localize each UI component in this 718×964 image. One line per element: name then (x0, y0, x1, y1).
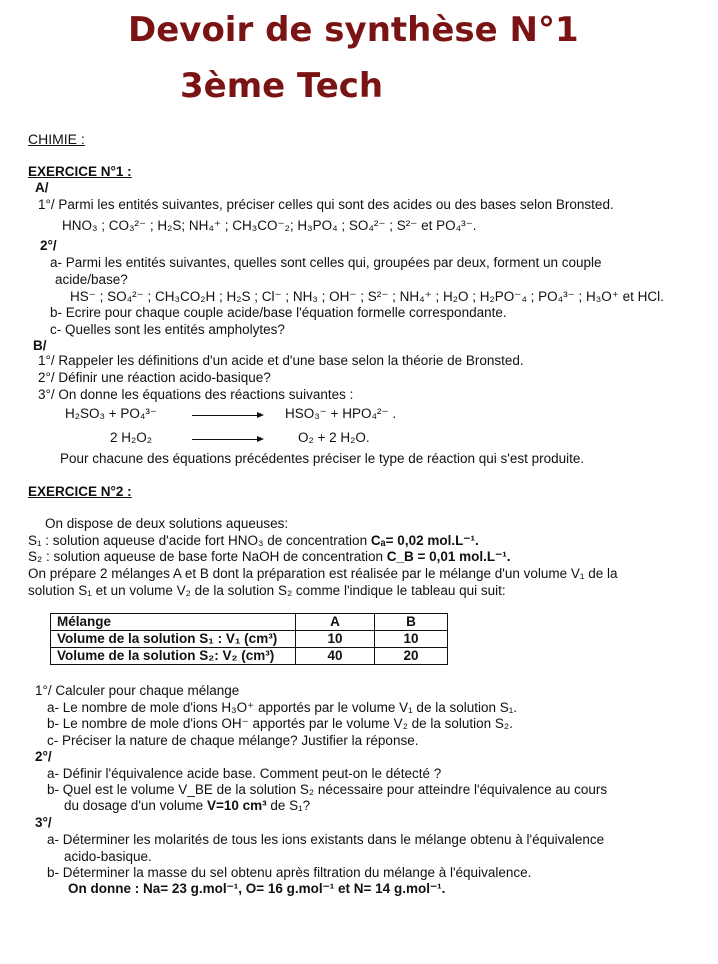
table-cell: 10 (296, 631, 375, 648)
question-q3a-line2: acido-basique. (64, 849, 152, 864)
solution-s1 (28, 533, 479, 549)
part-a-label: A/ (35, 180, 49, 195)
solution-s2-concentration: C_B = 0,01 mol.L⁻¹. (386, 549, 511, 564)
question-a2a-line2: acide/base? (55, 272, 128, 287)
question-a2-label: 2°/ (40, 238, 57, 253)
table-cell: 10 (375, 631, 448, 648)
table-cell: 20 (375, 648, 448, 665)
question-q1b: b- Le nombre de mole d'ions OH⁻ apportés par le volume V₂ de la solution S₂. (47, 716, 513, 731)
header-cell: Mélange (51, 614, 296, 631)
equation1-right: HSO₃⁻ + HPO₄²⁻ . (285, 406, 397, 421)
question-q2-label: 2°/ (35, 749, 52, 764)
q2b-text: du dosage d'un volume (64, 798, 207, 813)
table-cell: 40 (296, 648, 375, 665)
question-b2: 2°/ Définir une réaction acido-basique? (38, 370, 271, 385)
question-q2a: a- Définir l'équivalence acide base. Comment peut-on le détecté ? (47, 766, 442, 781)
table-cell: Volume de la solution S₁ : V₁ (cm³) (51, 631, 296, 648)
reaction-arrow (192, 439, 262, 440)
question-a2a-line1: a- Parmi les entités suivantes, quelles sont celles qui, groupées par deux, forment un couple (50, 255, 602, 270)
exercise1-heading: EXERCICE N°1 : (28, 164, 132, 179)
header-cell: A (296, 614, 375, 631)
question-q2b-line1: b- Quel est le volume V_BE de la solution S₂ nécessaire pour atteindre l'équivalence au cours (47, 782, 608, 797)
solution-s1-text: S₁ : solution aqueuse d'acide fort HNO₃ de concentration (28, 533, 371, 548)
given-data: On donne : Na= 23 g.mol⁻¹, O= 16 g.mol⁻¹ et N= 14 g.mol⁻¹. (68, 881, 446, 896)
title-line2: 3ème Tech (180, 66, 384, 106)
question-b1: 1°/ Rappeler les définitions d'un acide et d'une base selon la théorie de Bronsted. (38, 353, 524, 368)
question-a2c: c- Quelles sont les entités ampholytes? (50, 322, 285, 337)
q2b-text-end: de S₁? (266, 798, 311, 813)
question-a2b: b- Ecrire pour chaque couple acide/base l'équation formelle correspondante. (50, 305, 507, 320)
table-row (51, 648, 448, 665)
question-q3b: b- Déterminer la masse du sel obtenu après filtration du mélange à l'équivalence. (47, 865, 532, 880)
formula-a2a: HS⁻ ; SO₄²⁻ ; CH₃CO₂H ; H₂S ; Cl⁻ ; NH₃ ; OH⁻ ; S²⁻ ; NH₄⁺ ; H₂O ; H₂PO⁻₄ ; PO₄³⁻ ; H₃O⁺ et HCl. (70, 289, 664, 304)
part-b-label: B/ (33, 338, 47, 353)
table-cell: Volume de la solution S₂: V₂ (cm³) (51, 648, 296, 665)
question-q2b-line2 (64, 798, 310, 814)
preparation-line1: On prépare 2 mélanges A et B dont la préparation est réalisée par le mélange d'un volume V₁ de la (28, 566, 618, 581)
title-line1: Devoir de synthèse N°1 (128, 10, 579, 50)
question-q3-label: 3°/ (35, 815, 52, 830)
solution-s2 (28, 549, 511, 565)
question-b3-task: Pour chacune des équations précédentes préciser le type de réaction qui s'est produite. (60, 451, 585, 466)
table-row (51, 631, 448, 648)
question-a1: 1°/ Parmi les entités suivantes, préciser celles qui sont des acides ou des bases selon Bronsted. (38, 197, 614, 212)
equation1-left: H₂SO₃ + PO₄³⁻ (65, 406, 158, 421)
question-b3: 3°/ On donne les équations des réactions suivantes : (38, 387, 354, 402)
preparation-line2: solution S₁ et un volume V₂ de la solution S₂ comme l'indique le tableau qui suit: (28, 583, 506, 598)
equation2-left: 2 H₂O₂ (110, 430, 152, 445)
solution-s2-text: S₂ : solution aqueuse de base forte NaOH de concentration (28, 549, 387, 564)
equation2-right: O₂ + 2 H₂O. (298, 430, 370, 445)
q2b-volume: V=10 cm³ (206, 798, 267, 813)
question-q3a-line1: a- Déterminer les molarités de tous les ions existants dans le mélange obtenu à l'équivalence (47, 832, 605, 847)
question-q1a: a- Le nombre de mole d'ions H₃O⁺ apportés par le volume V₁ de la solution S₁. (47, 700, 518, 715)
mixture-table (50, 613, 448, 665)
intro: On dispose de deux solutions aqueuses: (45, 516, 289, 531)
question-q1c: c- Préciser la nature de chaque mélange? Justifier la réponse. (47, 733, 419, 748)
solution-s1-concentration: Cₐ= 0,02 mol.L⁻¹. (370, 533, 479, 548)
exercise2-heading: EXERCICE N°2 : (28, 484, 132, 499)
question-q1: 1°/ Calculer pour chaque mélange (35, 683, 240, 698)
reaction-arrow (192, 415, 262, 416)
section-heading: CHIMIE : (28, 131, 85, 147)
header-cell: B (375, 614, 448, 631)
formula-a1: HNO₃ ; CO₃²⁻ ; H₂S; NH₄⁺ ; CH₃CO⁻₂; H₃PO₄ ; SO₄²⁻ ; S²⁻ et PO₄³⁻. (62, 218, 477, 233)
table-header-row (51, 614, 448, 631)
